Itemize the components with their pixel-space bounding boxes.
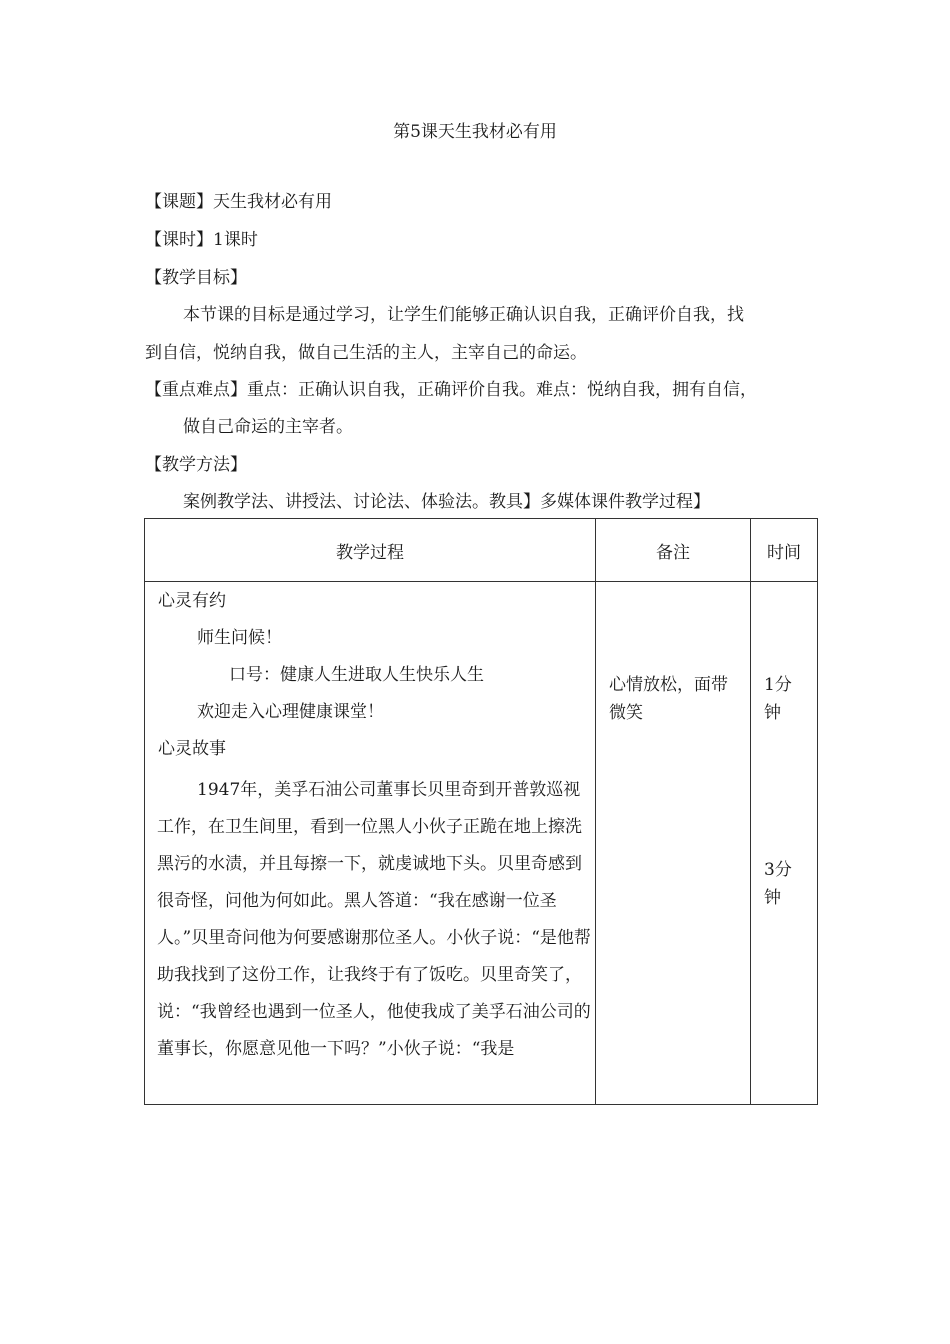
table-header-row <box>145 519 818 582</box>
note-line1: 心情放松，面带 <box>609 675 728 695</box>
slogan-text: 口号：健康人生进取人生快乐人生 <box>229 665 484 685</box>
section-heart-appointment: 心灵有约 <box>158 591 226 611</box>
process-cell <box>145 582 596 1105</box>
time2-line2: 钟 <box>764 888 781 908</box>
goal-text-line2: 到自信，悦纳自我，做自己生活的主人，主宰自己的命运。 <box>145 343 587 363</box>
lesson-hours: 【课时】1课时 <box>145 230 258 250</box>
goal-heading: 【教学目标】 <box>145 268 247 288</box>
method-text: 案例教学法、讲授法、讨论法、体验法。教具】多媒体课件教学过程】 <box>183 492 710 512</box>
key-points-line2: 做自己命运的主宰者。 <box>183 417 353 437</box>
time1-line2: 钟 <box>764 703 781 723</box>
time2-line1: 3分 <box>764 860 792 880</box>
header-time: 时间 <box>751 519 818 582</box>
table-row <box>145 582 818 1105</box>
header-process: 教学过程 <box>145 519 596 582</box>
teaching-process-table <box>144 518 818 1105</box>
story-text: 1947年，美孚石油公司董事长贝里奇到开普敦巡视工作，在卫生间里，看到一位黑人小伙子正跪在地上擦洗黑污的水渍，并且每擦一下，就虔诚地下头。贝里奇感到很奇怪，问他为何如此。黑人答道：“我在感谢一位圣人。”贝里奇问他为何要感谢那位圣人。小伙子说：“是他帮助我找到了这份工作，让我终于有了饭吃。贝里奇笑了，说：“我曾经也遇到一位圣人，他使我成了美孚石油公司的董事长，你愿意见他一下吗？”小伙子说：“我是 <box>157 780 591 1059</box>
goal-text-line1: 本节课的目标是通过学习，让学生们能够正确认识自我，正确评价自我，找 <box>183 305 744 325</box>
page-title: 第5课天生我材必有用 <box>393 122 557 142</box>
time-cell <box>751 582 818 1105</box>
section-heart-story: 心灵故事 <box>158 739 226 759</box>
note-cell <box>596 582 751 1105</box>
lesson-topic: 【课题】天生我材必有用 <box>145 192 332 212</box>
key-points-line1: 【重点难点】重点：正确认识自我，正确评价自我。难点：悦纳自我，拥有自信， <box>145 380 757 400</box>
story-paragraph <box>157 772 592 1068</box>
time1-line1: 1分 <box>764 675 792 695</box>
greeting-text: 师生问候！ <box>197 628 282 648</box>
welcome-text: 欢迎走入心理健康课堂！ <box>197 702 384 722</box>
method-heading: 【教学方法】 <box>145 455 247 475</box>
header-note: 备注 <box>596 519 751 582</box>
note-line2: 微笑 <box>609 703 643 723</box>
